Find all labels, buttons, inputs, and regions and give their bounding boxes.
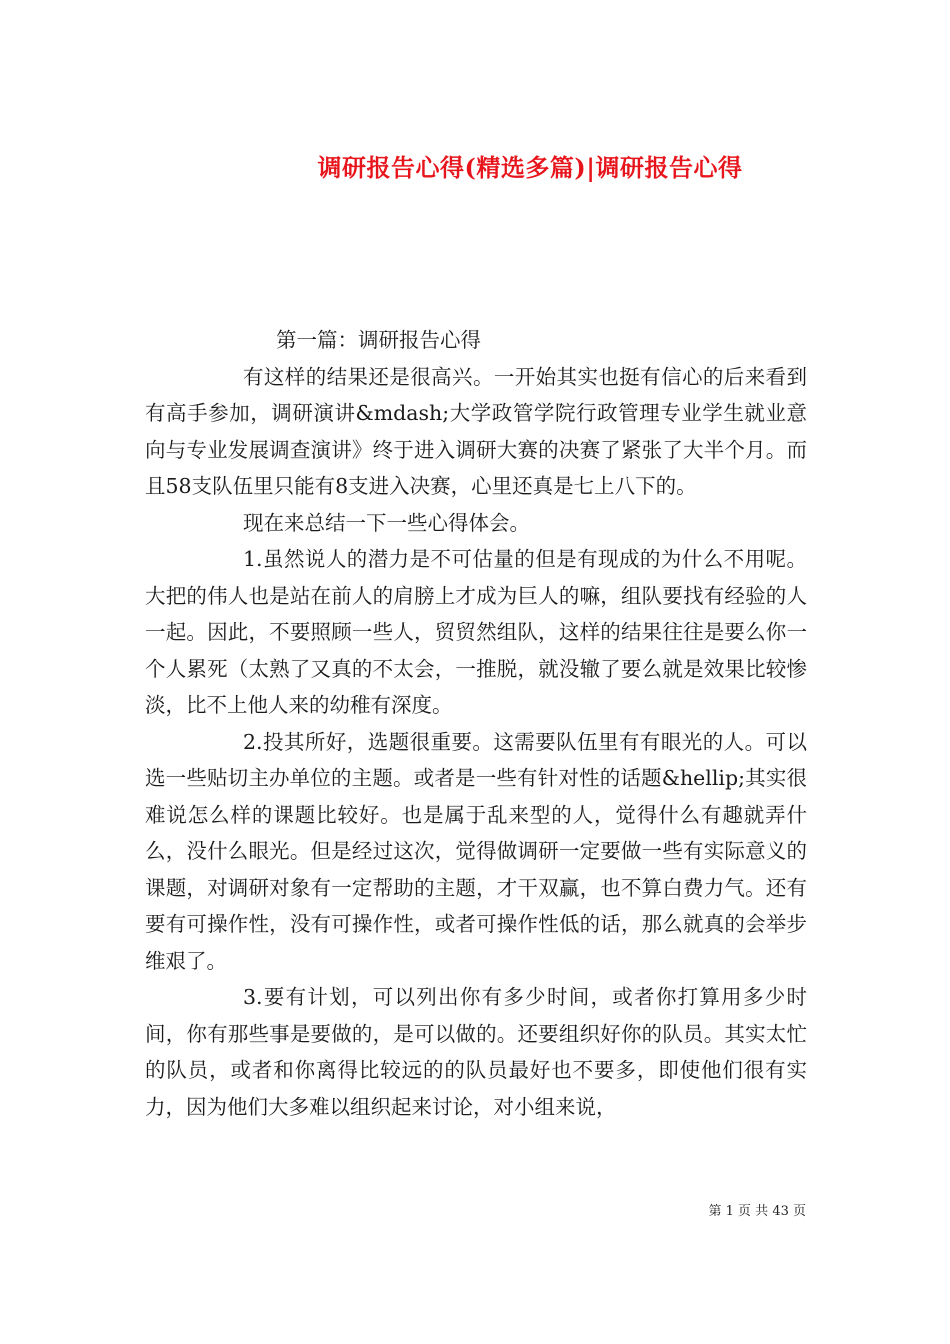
section-heading: 第一篇：调研报告心得 (276, 328, 481, 352)
paragraph-2: 现在来总结一下一些心得体会。 (243, 510, 530, 535)
document-body (145, 322, 807, 1125)
paragraph-4: 2.投其所好，选题很重要。这需要队伍里有有眼光的人。可以选一些贴切主办单位的主题。或者是一些有针对性的话题&hellip;其实很难说怎么样的课题比较好。也是属于乱来型的人，觉得什么有趣就弄什么，没什么眼光。但是经过这次，觉得做调研一定要做一些有实际意义的课题，对调研对象有一定帮助的主题，才干双赢，也不算白费力气。还有要有可操作性，没有可操作性，或者可操作性低的话，那么就真的会举步维艰了。 (145, 729, 807, 973)
page-number: 第 1 页 共 43 页 (708, 1204, 806, 1219)
paragraph-3: 1.虽然说人的潜力是不可估量的但是有现成的为什么不用呢。大把的伟人也是站在前人的肩膀上才成为巨人的嘛，组队要找有经验的人一起。因此，不要照顾一些人，贸贸然组队，这样的结果往往是要么你一个人累死（太熟了又真的不太会，一推脱，就没辙了要么就是效果比较惨淡，比不上他人来的幼稚有深度。 (145, 547, 807, 717)
document-title: 调研报告心得(精选多篇)|调研报告心得 (317, 153, 743, 183)
paragraph-5: 3.要有计划，可以列出你有多少时间，或者你打算用多少时间，你有那些事是要做的，是可以做的。还要组织好你的队员。其实太忙的队员，或者和你离得比较远的的队员最好也不要多，即使他们很有实力，因为他们大多难以组织起来讨论，对小组来说， (145, 985, 807, 1119)
paragraph-1: 有这样的结果还是很高兴。一开始其实也挺有信心的后来看到有高手参加，调研演讲&mdash;大学政管学院行政管理专业学生就业意向与专业发展调查演讲》终于进入调研大赛的决赛了紧张了大半个月。而且58支队伍里只能有8支进入决赛，心里还真是七上八下的。 (145, 364, 807, 498)
